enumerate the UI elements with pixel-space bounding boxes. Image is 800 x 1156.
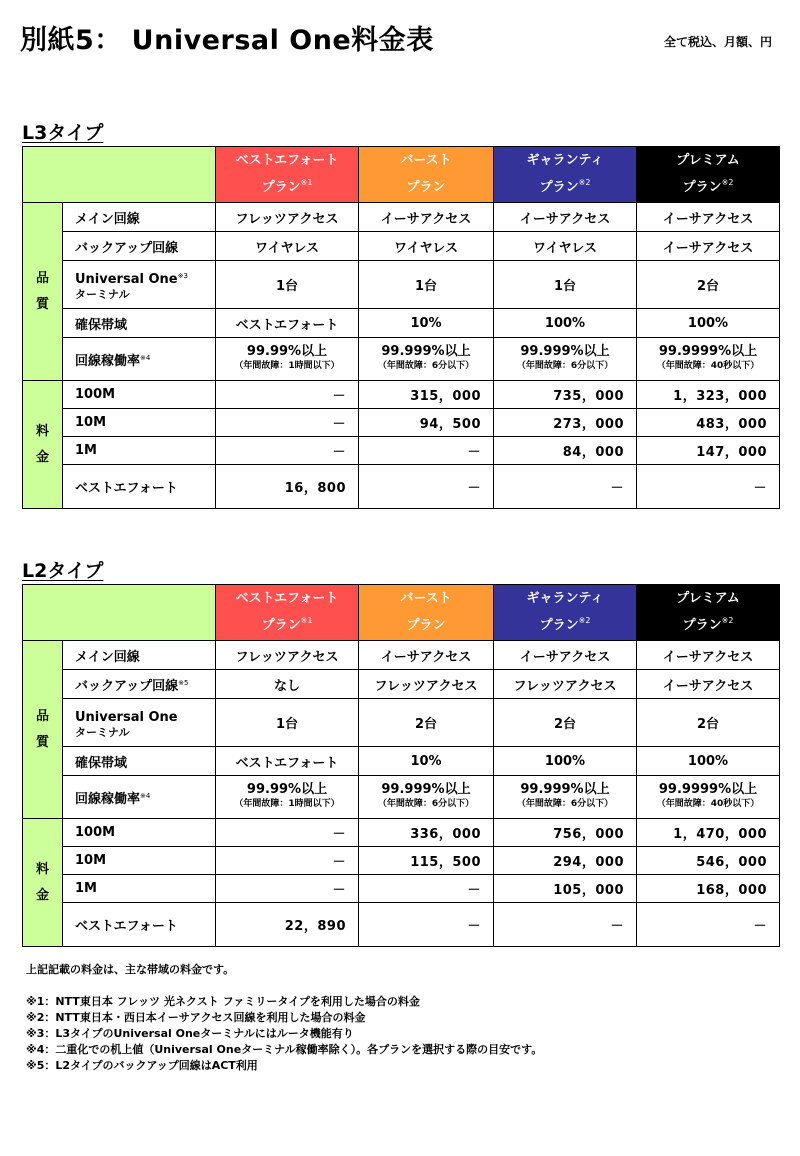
l2-section-title: L2タイプ	[22, 560, 104, 582]
price-r10m-label: 10M	[63, 847, 216, 875]
quality-char-1: 品	[35, 270, 49, 286]
availability-value: 99.999%以上	[520, 344, 610, 359]
price-cell: －	[216, 819, 359, 847]
label-text: バックアップ回線	[75, 678, 179, 694]
plan-burst-header	[359, 585, 494, 641]
price-r1m-label: 1M	[63, 875, 216, 903]
quality-char-1: 品	[35, 708, 49, 724]
price-r100m-label: 100M	[63, 381, 216, 409]
availability-cell	[359, 338, 494, 381]
availability-value: 99.99%以上	[246, 782, 328, 797]
backup-line-cell: フレッツアクセス	[494, 670, 637, 699]
plan-suffix: プラン	[406, 180, 446, 195]
l3-price-table	[22, 146, 780, 509]
price-rbest-label: ベストエフォート	[63, 903, 216, 947]
backup-line-label	[63, 670, 216, 699]
bandwidth-cell: 100%	[637, 747, 780, 776]
annual-failure-limit: （年間故障：6分以下）	[516, 361, 614, 371]
footnote-4: ※4：二重化での机上値（Universal Oneターミナル稼働率除く）。各プランを選択する際の目安です。	[26, 1043, 543, 1056]
plan-name: ベストエフォート	[235, 153, 339, 168]
price-r1m-label: 1M	[63, 437, 216, 465]
main-line-cell: イーサアクセス	[637, 641, 780, 670]
price-cell: －	[216, 409, 359, 437]
price-cell: 273，000	[494, 409, 637, 437]
label-text: バックアップ回線	[75, 240, 179, 256]
bandwidth-cell: 100%	[494, 747, 637, 776]
backup-line-cell: イーサアクセス	[637, 670, 780, 699]
backup-line-label	[63, 232, 216, 261]
plan-suffix: プラン	[261, 618, 301, 633]
bandwidth-label	[63, 309, 216, 338]
label-subtext: ターミナル	[75, 288, 130, 301]
main-line-cell: イーサアクセス	[359, 641, 494, 670]
price-cell: 94，500	[359, 409, 494, 437]
availability-cell	[637, 776, 780, 819]
availability-cell	[637, 338, 780, 381]
price-cell: 756，000	[494, 819, 637, 847]
plan-suffix: プラン	[682, 180, 722, 195]
backup-line-cell: ワイヤレス	[359, 232, 494, 261]
plan-premium-header	[637, 147, 780, 203]
price-cell: －	[216, 875, 359, 903]
terminal-cell: 1台	[359, 261, 494, 309]
header-blank	[23, 147, 216, 203]
plan-suffix: プラン	[539, 180, 579, 195]
footnote-mark: ※4	[140, 791, 151, 800]
price-cell: 1，470，000	[637, 819, 780, 847]
backup-line-cell: ワイヤレス	[494, 232, 637, 261]
footnote-mark: ※3	[177, 272, 188, 280]
price-cell: －	[359, 437, 494, 465]
price-cell: 105，000	[494, 875, 637, 903]
plan-name: バースト	[400, 591, 452, 606]
bandwidth-cell: 10%	[359, 309, 494, 338]
footnote-1: ※1：NTT東日本 フレッツ 光ネクスト ファミリータイプを利用した場合の料金	[26, 995, 420, 1008]
main-line-cell: イーサアクセス	[494, 641, 637, 670]
bandwidth-cell: 10%	[359, 747, 494, 776]
terminal-cell: 1台	[494, 261, 637, 309]
plan-besteffort-header	[216, 585, 359, 641]
plan-name: ギャランティ	[526, 591, 604, 606]
price-cell: 84，000	[494, 437, 637, 465]
plan-footnote-mark: ※2	[721, 178, 734, 187]
plan-name: プレミアム	[676, 591, 740, 606]
bandwidth-cell: 100%	[494, 309, 637, 338]
plan-footnote-mark: ※1	[300, 616, 313, 625]
price-cell: 315，000	[359, 381, 494, 409]
bandwidth-cell: ベストエフォート	[216, 309, 359, 338]
availability-cell	[216, 338, 359, 381]
terminal-label	[63, 261, 216, 309]
price-cell: 336，000	[359, 819, 494, 847]
l3-section-title: L3タイプ	[22, 122, 104, 144]
plan-name: バースト	[400, 153, 452, 168]
terminal-cell: 1台	[216, 699, 359, 747]
price-rbest-label: ベストエフォート	[63, 465, 216, 509]
availability-label	[63, 338, 216, 381]
bandwidth-label	[63, 747, 216, 776]
backup-line-cell: フレッツアクセス	[359, 670, 494, 699]
price-cell: 16，800	[216, 465, 359, 509]
annual-failure-limit: （年間故障：1時間以下）	[234, 361, 340, 371]
plan-name: ギャランティ	[526, 153, 604, 168]
terminal-cell: 2台	[637, 261, 780, 309]
footer-note: 上記記載の料金は、主な帯域の料金です。	[26, 963, 235, 976]
backup-line-cell: イーサアクセス	[637, 232, 780, 261]
label-text: 回線稼働率	[75, 353, 141, 369]
terminal-cell: 2台	[637, 699, 780, 747]
plan-burst-header	[359, 147, 494, 203]
label-text: Universal One	[75, 272, 178, 287]
backup-line-cell: なし	[216, 670, 359, 699]
label-text: Universal One	[75, 710, 178, 725]
price-char-2: 金	[35, 449, 49, 465]
plan-suffix: プラン	[261, 180, 301, 195]
footnote-mark: ※5	[178, 678, 189, 687]
price-cell: 546，000	[637, 847, 780, 875]
backup-line-cell: ワイヤレス	[216, 232, 359, 261]
availability-cell	[359, 776, 494, 819]
price-char-2: 金	[35, 887, 49, 903]
price-cell: －	[216, 381, 359, 409]
price-char-1: 料	[35, 861, 49, 877]
price-cell: －	[637, 903, 780, 947]
annual-failure-limit: （年間故障：6分以下）	[516, 799, 614, 809]
price-cell: 735，000	[494, 381, 637, 409]
price-cell: 1，323，000	[637, 381, 780, 409]
annual-failure-limit: （年間故障：6分以下）	[377, 361, 475, 371]
terminal-cell: 1台	[216, 261, 359, 309]
price-cell: 483，000	[637, 409, 780, 437]
label-text: 確保帯域	[75, 755, 128, 771]
price-cell: －	[637, 465, 780, 509]
terminal-cell: 2台	[359, 699, 494, 747]
price-r10m-label: 10M	[63, 409, 216, 437]
label-subtext: ターミナル	[75, 726, 130, 739]
price-group-label	[23, 819, 63, 947]
annual-failure-limit: （年間故障：40秒以下）	[656, 361, 760, 371]
availability-value: 99.999%以上	[381, 782, 471, 797]
annual-failure-limit: （年間故障：40秒以下）	[656, 799, 760, 809]
price-char-1: 料	[35, 423, 49, 439]
bandwidth-cell: 100%	[637, 309, 780, 338]
price-cell: －	[359, 903, 494, 947]
price-cell: 115，500	[359, 847, 494, 875]
plan-premium-header	[637, 585, 780, 641]
availability-cell	[494, 338, 637, 381]
availability-cell	[494, 776, 637, 819]
price-cell: －	[359, 465, 494, 509]
page-title: 別紙5： Universal One料金表	[20, 25, 434, 56]
main-line-cell: イーサアクセス	[359, 203, 494, 232]
quality-char-2: 質	[35, 734, 49, 750]
main-line-cell: フレッツアクセス	[216, 203, 359, 232]
price-cell: －	[494, 465, 637, 509]
price-group-label	[23, 381, 63, 509]
plan-footnote-mark: ※1	[300, 178, 313, 187]
availability-value: 99.9999%以上	[658, 782, 758, 797]
footnote-5: ※5：L2タイプのバックアップ回線はACT利用	[26, 1059, 258, 1072]
main-line-cell: フレッツアクセス	[216, 641, 359, 670]
price-cell: 22，890	[216, 903, 359, 947]
main-line-cell: イーサアクセス	[637, 203, 780, 232]
price-cell: 294，000	[494, 847, 637, 875]
plan-guaranty-header	[494, 585, 637, 641]
terminal-cell: 2台	[494, 699, 637, 747]
availability-value: 99.99%以上	[246, 344, 328, 359]
footnote-2: ※2：NTT東日本・西日本イーサアクセス回線を利用した場合の料金	[26, 1011, 366, 1024]
header-blank	[23, 585, 216, 641]
label-text: 確保帯域	[75, 317, 128, 333]
label-text: メイン回線	[75, 211, 140, 227]
price-r100m-label: 100M	[63, 819, 216, 847]
l2-price-table	[22, 584, 780, 947]
availability-value: 99.9999%以上	[658, 344, 758, 359]
quality-char-2: 質	[35, 296, 49, 312]
availability-value: 99.999%以上	[520, 782, 610, 797]
terminal-label	[63, 699, 216, 747]
footnote-mark: ※4	[140, 353, 151, 362]
plan-suffix: プラン	[406, 618, 446, 633]
footnote-3: ※3：L3タイプのUniversal Oneターミナルにはルータ機能有り	[26, 1027, 354, 1040]
plan-suffix: プラン	[682, 618, 722, 633]
main-line-label	[63, 641, 216, 670]
price-cell: －	[216, 437, 359, 465]
price-cell: －	[216, 847, 359, 875]
availability-label	[63, 776, 216, 819]
annual-failure-limit: （年間故障：6分以下）	[377, 799, 475, 809]
label-text: 回線稼働率	[75, 791, 141, 807]
plan-footnote-mark: ※2	[578, 178, 591, 187]
plan-footnote-mark: ※2	[578, 616, 591, 625]
tax-note: 全て税込、月額、円	[663, 35, 772, 49]
footer-notes	[26, 994, 542, 1074]
plan-name: プレミアム	[676, 153, 740, 168]
plan-besteffort-header	[216, 147, 359, 203]
main-line-cell: イーサアクセス	[494, 203, 637, 232]
plan-name: ベストエフォート	[235, 591, 339, 606]
price-cell: －	[359, 875, 494, 903]
quality-group-label	[23, 203, 63, 381]
main-line-label	[63, 203, 216, 232]
label-text: メイン回線	[75, 649, 140, 665]
plan-footnote-mark: ※2	[721, 616, 734, 625]
bandwidth-cell: ベストエフォート	[216, 747, 359, 776]
annual-failure-limit: （年間故障：1時間以下）	[234, 799, 340, 809]
availability-cell	[216, 776, 359, 819]
plan-guaranty-header	[494, 147, 637, 203]
availability-value: 99.999%以上	[381, 344, 471, 359]
price-cell: 147，000	[637, 437, 780, 465]
price-cell: 168，000	[637, 875, 780, 903]
plan-suffix: プラン	[539, 618, 579, 633]
quality-group-label	[23, 641, 63, 819]
price-cell: －	[494, 903, 637, 947]
